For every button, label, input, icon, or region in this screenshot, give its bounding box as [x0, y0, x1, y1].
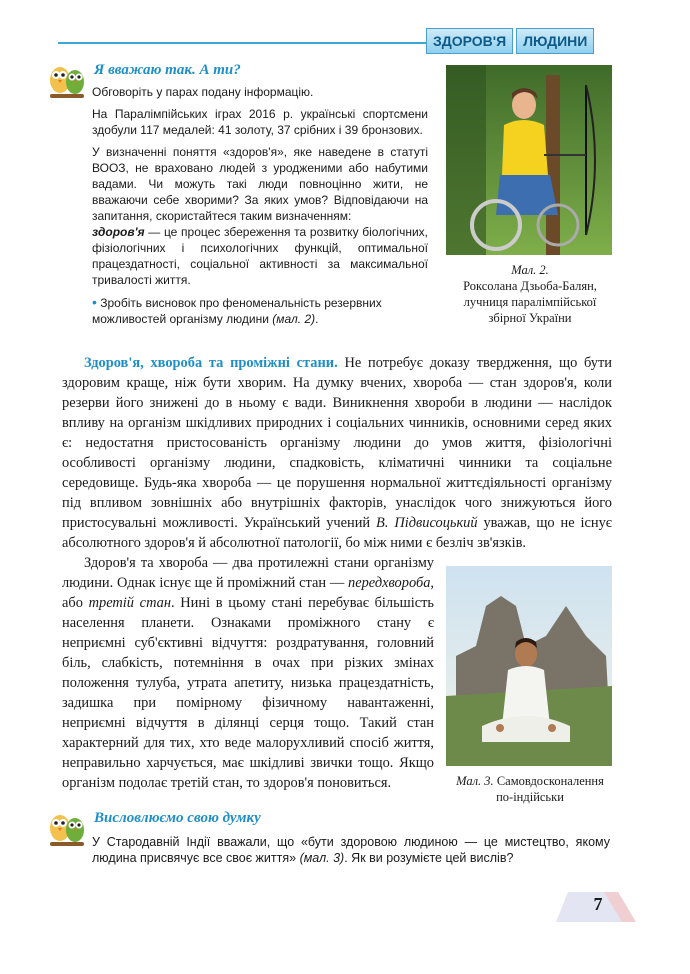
main-paragraph-2	[62, 553, 434, 793]
closing-question	[92, 834, 610, 866]
definition-term: здоров'я	[92, 225, 145, 239]
closing-fig-ref: (мал. 3)	[299, 851, 345, 865]
closing-text-b: . Як ви розумієте цей вислів?	[344, 851, 514, 865]
bullet-end: .	[315, 312, 319, 326]
meditation-photo	[446, 566, 612, 766]
figure-2-line3: збірної України	[488, 311, 572, 325]
closing-text-a: У Стародавній Індії вважали, що «бути здоровою людиною — це мистецтво, якому людина присвячує все своє життя»	[92, 835, 610, 865]
figure-3-line1: Самовдосконалення	[493, 774, 604, 788]
header-badge	[426, 28, 594, 54]
main-paragraph-1	[62, 353, 612, 553]
discussion-intro: Обговоріть у парах подану інформацію.	[92, 85, 314, 99]
section-heading-health: Здоров'я, хвороба та проміжні стани.	[84, 355, 338, 371]
who-definition-question: У визначенні поняття «здоров'я», яке наведене в статуті ВООЗ, не враховано людей з уродженими або набутими вадами. Чи можуть такі люди повноцінно жити, не вважаючи себе хворими? За яких умов? Відповідаючи на запитання, скористайтеся таким визначенням:	[92, 145, 428, 223]
term-third-state: третій стан	[88, 595, 171, 611]
figure-3-label: Мал. 3.	[456, 774, 494, 788]
header-right: ЛЮДИНИ	[516, 28, 594, 54]
discussion-box	[92, 84, 428, 327]
archer-photo	[446, 65, 612, 255]
figure-3-line2: по-індійськи	[496, 790, 564, 804]
paragraph-2-text-b: , або	[62, 575, 434, 611]
bullet-text: Зробіть висновок про феноменальність резервних можливостей організму людини	[92, 296, 382, 326]
figure-2-label: Мал. 2.	[511, 263, 549, 277]
term-prediseases: передхвороба	[348, 575, 431, 591]
figure-2-caption	[440, 262, 620, 326]
owl-icon	[48, 806, 86, 850]
figure-2-line2: лучниця паралімпійської	[463, 295, 597, 309]
paragraph-2-text-a: Здоров'я та хвороба — два протилежні стани організму людини. Однак існує ще й проміжний стан —	[62, 555, 434, 591]
bullet-dot-icon: •	[92, 294, 97, 310]
bullet-fig-ref: (мал. 2)	[272, 312, 316, 326]
scientist-name: В. Підвисоцький	[376, 515, 478, 531]
paragraph-2-text-c: . Нині в цьому стані перебуває більшість населення планети. Ознаками проміжного стану є неприємні суб'єктивні відчуття: роздратування, головний біль, слабкість, потемніння в очах при різких змінах положення тулуба, утрата апетиту, низька працездатність, задишка при помірному фізичному навантаженні, неприємні відчуття в ділянці серця тощо. Такий стан характерний для тих, хто веде малорухливий спосіб життя, неправильно харчується, має шкідливі звички тощо. Якщо організм подолає третій стан, то здоров'я поновиться.	[62, 595, 434, 791]
header-left: ЗДОРОВ'Я	[426, 28, 513, 54]
section-title-opinion: Я вважаю так. А ти?	[94, 62, 241, 78]
page-number: 7	[593, 894, 603, 914]
definition-text: — це процес збереження та розвитку біологічних, фізіологічних і психологічних функцій, оптимальної працездатності, соціальної активності за максимальної тривалості життя.	[92, 225, 428, 287]
health-definition	[92, 224, 428, 288]
paragraph-1-text-a: Не потребує доказу твердження, що бути здоровим краще, ніж бути хворим. На думку вчених, хвороба — стан здоров'я, коли резерви його знижені до в ньому є вади. Виникнення хвороби в людини — наслідок впливу на організм шкідливих природних і соціальних чинників, основними серед яких є: недостатня пристосованість організму людини до умов життя, фізіологічні особливості організму людини, спадковість, кліматичні чинники та соціальне середовище. Будь-яка хвороба — це порушення нормальної життєдіяльності організму під впливом зовнішніх або внутрішніх факторів, унаслідок чого знижуються його пристосувальні можливості. Український учений	[62, 355, 612, 531]
paralympics-fact: На Паралімпійських іграх 2016 р. українські спортсмени здобули 117 медалей: 41 золоту, 37 срібних і 39 бронзових.	[92, 107, 428, 137]
bullet-task	[92, 294, 428, 327]
paragraph-1-text-b: уважав, що не існує абсолютного здоров'я й абсолютної патології, бо між ними є безліч зв'язків.	[62, 515, 612, 551]
figure-3-caption	[440, 773, 620, 805]
section-title-express-opinion: Висловлюємо свою думку	[94, 810, 261, 826]
owl-icon	[48, 58, 86, 102]
figure-2-line1: Роксолана Дзьоба-Балян,	[463, 279, 597, 293]
header-rule	[58, 42, 428, 44]
